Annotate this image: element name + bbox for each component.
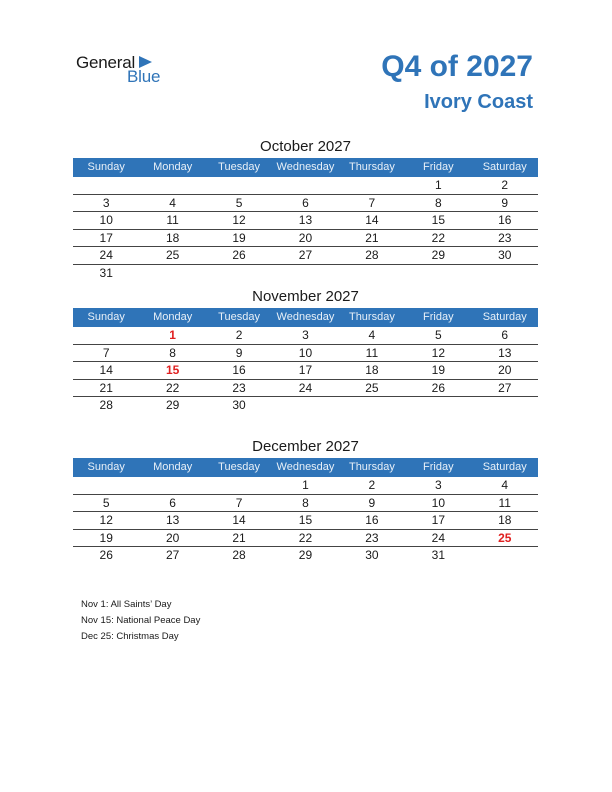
weekday-header: Monday [153, 461, 193, 473]
day-cell: 27 [165, 548, 180, 562]
weekday-header: Sunday [87, 461, 125, 473]
day-cell: 14 [99, 363, 113, 377]
day-cell: 16 [365, 513, 379, 527]
day-cell: 18 [165, 230, 180, 245]
week-row [73, 327, 538, 345]
weekday-header: Saturday [482, 161, 527, 173]
day-cell: 2 [235, 328, 243, 342]
month-grid [73, 458, 538, 565]
country-subtitle: Ivory Coast [424, 91, 533, 113]
day-cell [472, 547, 538, 565]
day-cell: 8 [169, 345, 176, 360]
day-cell: 28 [232, 548, 246, 562]
day-cell: 30 [365, 548, 379, 562]
weekday-header: Wednesday [276, 161, 335, 173]
day-cell: 21 [365, 230, 379, 245]
weekday-header: Saturday [482, 311, 527, 323]
day-cell: 23 [498, 230, 512, 245]
day-cell [405, 397, 471, 415]
week-row [73, 345, 538, 363]
day-cell [73, 477, 139, 494]
day-cell: 19 [232, 230, 246, 245]
day-cell: 3 [302, 328, 309, 342]
day-cell [139, 265, 205, 283]
logo [76, 53, 176, 89]
weekday-header: Sunday [87, 161, 125, 173]
day-cell: 26 [232, 248, 246, 262]
weekday-header: Monday [153, 161, 193, 173]
day-cell: 10 [298, 345, 313, 360]
weekday-header: Friday [423, 161, 454, 173]
day-cell: 2 [501, 178, 509, 192]
logo-text-general: General [76, 53, 136, 72]
day-cell: 13 [165, 513, 180, 527]
day-cell: 7 [368, 195, 376, 210]
day-cell: 20 [498, 363, 512, 377]
week-row [73, 380, 538, 398]
day-cell: 1 [302, 478, 309, 492]
day-cell: 23 [365, 530, 379, 545]
holiday-day-cell: 25 [498, 530, 512, 545]
day-cell: 11 [166, 213, 179, 227]
day-cell: 2 [368, 478, 376, 492]
day-cell: 5 [102, 495, 110, 510]
holiday-note: Dec 25: Christmas Day [81, 631, 179, 642]
day-cell: 15 [298, 513, 313, 527]
day-cell: 12 [232, 213, 246, 227]
day-cell: 6 [302, 195, 309, 210]
day-cell: 3 [434, 478, 442, 492]
day-cell: 3 [102, 195, 110, 210]
day-cell: 14 [365, 213, 379, 227]
day-cell: 28 [99, 398, 113, 412]
weekday-header-row [73, 308, 538, 327]
holiday-note: Nov 1: All Saints’ Day [81, 599, 172, 610]
day-cell: 19 [99, 530, 113, 545]
day-cell: 4 [501, 478, 509, 492]
page-title: Q4 of 2027 [381, 50, 533, 83]
day-cell: 4 [368, 328, 376, 342]
weekday-header: Tuesday [218, 311, 260, 323]
day-cell: 31 [431, 548, 445, 562]
month-title: November 2027 [252, 288, 359, 305]
day-cell: 4 [169, 195, 176, 210]
holiday-day-cell: 1 [169, 328, 176, 342]
day-cell [206, 265, 272, 283]
day-cell: 21 [232, 530, 246, 545]
weekday-header: Tuesday [218, 461, 260, 473]
weekday-header: Wednesday [276, 461, 335, 473]
day-cell: 24 [431, 530, 445, 545]
weekday-header: Tuesday [218, 161, 260, 173]
day-cell: 22 [165, 380, 180, 395]
day-cell: 23 [232, 380, 246, 395]
day-cell: 12 [431, 345, 445, 360]
week-row [73, 212, 538, 230]
day-cell: 29 [298, 548, 313, 562]
week-row [73, 397, 538, 415]
day-cell: 17 [431, 513, 445, 527]
month-december [73, 436, 538, 565]
day-cell: 30 [232, 398, 246, 412]
week-row [73, 265, 538, 283]
week-row [73, 530, 538, 548]
holiday-notes [81, 597, 200, 645]
week-row [73, 547, 538, 565]
day-cell: 14 [232, 513, 246, 527]
day-cell: 7 [102, 345, 110, 360]
month-grid [73, 308, 538, 415]
day-cell [73, 327, 139, 344]
day-cell: 20 [165, 530, 180, 545]
day-cell: 18 [365, 363, 379, 377]
day-cell: 9 [235, 345, 243, 360]
week-row [73, 362, 538, 380]
weekday-header: Friday [423, 311, 454, 323]
day-cell: 13 [498, 345, 512, 360]
weekday-header: Monday [153, 311, 193, 323]
day-cell: 22 [298, 530, 313, 545]
week-row [73, 477, 538, 495]
day-cell: 8 [434, 195, 442, 210]
holiday-note: Nov 15: National Peace Day [81, 615, 201, 626]
day-cell: 17 [99, 230, 113, 245]
weekday-header: Thursday [348, 461, 395, 473]
day-cell: 5 [434, 328, 442, 342]
week-row [73, 512, 538, 530]
month-title: October 2027 [260, 138, 351, 155]
day-cell [272, 265, 338, 283]
day-cell: 16 [232, 363, 246, 377]
day-cell: 26 [99, 548, 113, 562]
weekday-header: Saturday [482, 461, 527, 473]
day-cell: 31 [99, 265, 113, 280]
day-cell: 20 [298, 230, 313, 245]
day-cell: 21 [99, 380, 113, 395]
day-cell: 18 [498, 513, 512, 527]
day-cell: 10 [99, 213, 113, 227]
day-cell: 27 [498, 380, 512, 395]
day-cell [206, 177, 272, 194]
day-cell [339, 265, 405, 283]
day-cell: 24 [298, 380, 313, 395]
day-cell [272, 397, 338, 415]
day-cell: 22 [431, 230, 445, 245]
day-cell [472, 397, 538, 415]
day-cell [472, 265, 538, 283]
day-cell [206, 477, 272, 494]
day-cell: 11 [365, 345, 379, 360]
weekday-header-row [73, 158, 538, 177]
day-cell: 10 [431, 495, 445, 510]
day-cell: 26 [431, 380, 445, 395]
week-row [73, 195, 538, 213]
day-cell: 9 [501, 195, 509, 210]
day-cell: 29 [165, 398, 180, 412]
day-cell: 6 [501, 328, 509, 342]
day-cell [272, 177, 338, 194]
day-cell: 5 [235, 195, 243, 210]
day-cell: 17 [298, 363, 313, 377]
day-cell: 11 [498, 495, 511, 510]
week-row [73, 230, 538, 248]
day-cell: 9 [368, 495, 376, 510]
weekday-header: Sunday [87, 311, 125, 323]
day-cell: 1 [434, 178, 442, 192]
day-cell: 7 [235, 495, 243, 510]
day-cell: 6 [169, 495, 176, 510]
month-october [73, 136, 538, 282]
day-cell [405, 265, 471, 283]
month-november [73, 286, 538, 415]
holiday-day-cell: 15 [165, 363, 180, 377]
week-row [73, 177, 538, 195]
weekday-header: Wednesday [276, 311, 335, 323]
day-cell: 25 [165, 248, 180, 262]
day-cell: 13 [298, 213, 313, 227]
weekday-header: Thursday [348, 161, 395, 173]
day-cell: 30 [498, 248, 512, 262]
day-cell: 27 [298, 248, 313, 262]
day-cell: 15 [431, 213, 445, 227]
day-cell: 28 [365, 248, 379, 262]
day-cell: 12 [99, 513, 113, 527]
day-cell [139, 177, 205, 194]
day-cell: 29 [431, 248, 445, 262]
day-cell [339, 177, 405, 194]
day-cell [339, 397, 405, 415]
day-cell [139, 477, 205, 494]
month-title: December 2027 [252, 438, 359, 455]
weekday-header: Thursday [348, 311, 395, 323]
day-cell: 24 [99, 248, 113, 262]
day-cell [73, 177, 139, 194]
day-cell: 19 [431, 363, 445, 377]
day-cell: 16 [498, 213, 512, 227]
logo-text-blue: Blue [127, 67, 161, 86]
month-grid [73, 158, 538, 282]
week-row [73, 247, 538, 265]
weekday-header-row [73, 458, 538, 477]
weekday-header: Friday [423, 461, 454, 473]
week-row [73, 495, 538, 513]
day-cell: 8 [302, 495, 309, 510]
day-cell: 25 [365, 380, 379, 395]
